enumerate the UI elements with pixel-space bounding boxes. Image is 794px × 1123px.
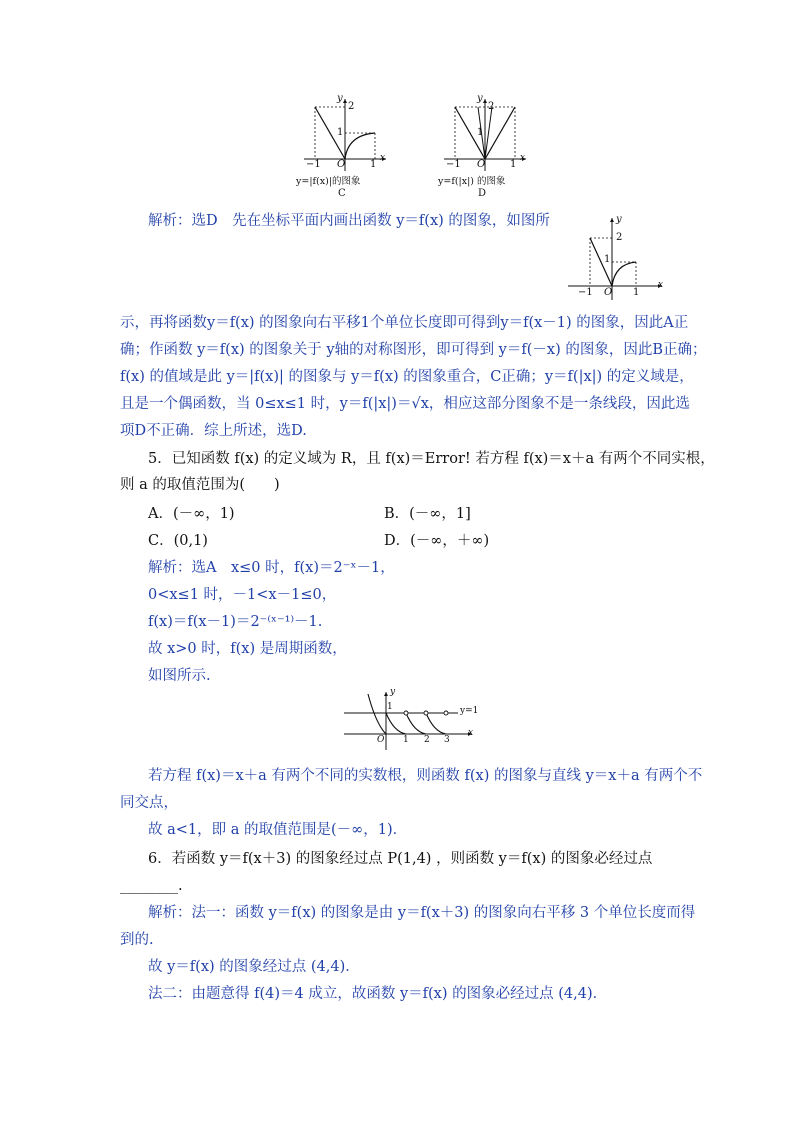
question-6-line-1: 6．若函数 y＝f(x＋3) 的图象经过点 P(1,4) ，则函数 y＝f(x) 的图象必经过点 — [148, 851, 653, 867]
solution-5-line-8: 故 a<1，即 a 的取值范围是(－∞，1)． — [148, 822, 408, 838]
tick-y1: 1 — [337, 127, 344, 138]
graph-periodic-svg — [340, 690, 490, 752]
solution-5-line-3: f(x)＝f(x－1)＝2⁻⁽ˣ⁻¹⁾－1. — [148, 614, 323, 630]
solution-5-line-2: 0<x≤1 时，－1<x－1≤0， — [148, 587, 337, 603]
solution-5-line-5: 如图所示. — [148, 668, 211, 684]
option-d: D．(－∞，＋∞) — [384, 533, 490, 549]
solution-line-1: 解析：选D 先在坐标平面内画出函数 y＝f(x) 的图象，如图所 — [148, 213, 550, 229]
tick-x1: 1 — [370, 159, 377, 170]
question-5-line-1: 5．已知函数 f(x) 的定义域为 R，且 f(x)＝Error! 若方程 f(x)＝x＋a 有两个不同实根， — [148, 451, 715, 467]
x-axis-label: x — [380, 153, 386, 163]
y-axis-label: y — [616, 214, 622, 225]
x-axis-label: x — [658, 280, 664, 290]
tick-x1: 1 — [633, 287, 640, 298]
solution-line-3: 确；作函数 y＝f(x) 的图象关于 y轴的对称图形，即可得到 y＝f(－x) 的图象，因此B正确； — [120, 342, 707, 358]
x-axis-label: x — [520, 153, 526, 163]
graph-periodic — [340, 687, 490, 752]
solution-line-4: f(x) 的值域是此 y＝|f(x)| 的图象与 y＝f(x) 的图象重合，C正确；y＝f(|x|) 的定义域是， — [120, 369, 694, 385]
tick-xm1: −1 — [306, 159, 321, 170]
solution-5-line-6: 若方程 f(x)＝x＋a 有两个不同的实数根，则函数 f(x) 的图象与直线 y＝x＋a 有两个不 — [148, 768, 703, 784]
graph-solution — [566, 214, 666, 302]
tick-x3: 3 — [444, 735, 450, 745]
question-6-blank: ________. — [120, 878, 183, 894]
option-a: A．(－∞，1) — [148, 506, 235, 522]
solution-6-line-2: 到的. — [120, 932, 154, 948]
solution-line-6: 项D不正确．综上所述，选D. — [120, 423, 307, 439]
tick-y1: 1 — [604, 254, 611, 265]
origin-label: O — [337, 159, 346, 170]
solution-line-5: 且是一个偶函数，当 0≤x≤1 时，y＝f(|x|)＝√x，相应这部分图象不是一条线段，因此选 — [120, 396, 690, 412]
solution-5-line-4: 故 x>0 时，f(x) 是周期函数， — [148, 641, 347, 657]
tick-xm1: −1 — [446, 159, 461, 170]
tick-x2: 2 — [424, 735, 430, 745]
solution-5-line-7: 同交点， — [120, 795, 178, 811]
tick-y2: 2 — [348, 101, 355, 112]
option-c: C．(0,1) — [148, 533, 208, 549]
graph-d-caption: y=f(|x|) 的图象 — [438, 176, 506, 187]
tick-y1: 1 — [387, 702, 393, 712]
y-axis-label: y — [477, 93, 483, 104]
tick-xm1: −1 — [578, 287, 593, 298]
graph-c — [300, 95, 390, 175]
x-axis-label: x — [468, 728, 474, 738]
solution-line-2: 示，再将函数y＝f(x) 的图象向右平移1个单位长度即可得到y＝f(x－1) 的图象，因此A正 — [120, 315, 689, 331]
question-5-line-2: 则 a 的取值范围为( ) — [120, 477, 280, 493]
tick-x1: 1 — [510, 159, 517, 170]
graph-c-caption: y=|f(x)|的图象 — [296, 176, 361, 187]
graph-d-letter: D — [478, 188, 487, 199]
solution-5-line-1: 解析：选A x≤0 时，f(x)＝2⁻ˣ－1， — [148, 560, 395, 576]
solution-6-line-1: 解析：法一：函数 y＝f(x) 的图象是由 y＝f(x＋3) 的图象向右平移 3 个单位长度而得 — [148, 905, 696, 921]
line-label: y=1 — [460, 706, 479, 716]
origin-label: O — [604, 287, 613, 298]
graph-d — [440, 95, 530, 175]
origin-label: O — [477, 159, 486, 170]
y-axis-label: y — [390, 687, 396, 697]
tick-x1: 1 — [403, 735, 409, 745]
solution-6-line-3: 故 y＝f(x) 的图象经过点 (4,4)． — [148, 959, 360, 975]
tick-y2: 2 — [616, 232, 623, 243]
tick-y1: 1 — [477, 127, 484, 138]
tick-y2: 2 — [488, 101, 495, 112]
graph-c-letter: C — [338, 188, 346, 199]
origin-label: O — [377, 735, 385, 745]
y-axis-label: y — [337, 93, 343, 104]
option-b: B．(－∞，1] — [384, 506, 471, 522]
solution-6-line-4: 法二：由题意得 f(4)＝4 成立，故函数 y＝f(x) 的图象必经过点 (4,4)． — [148, 986, 608, 1002]
